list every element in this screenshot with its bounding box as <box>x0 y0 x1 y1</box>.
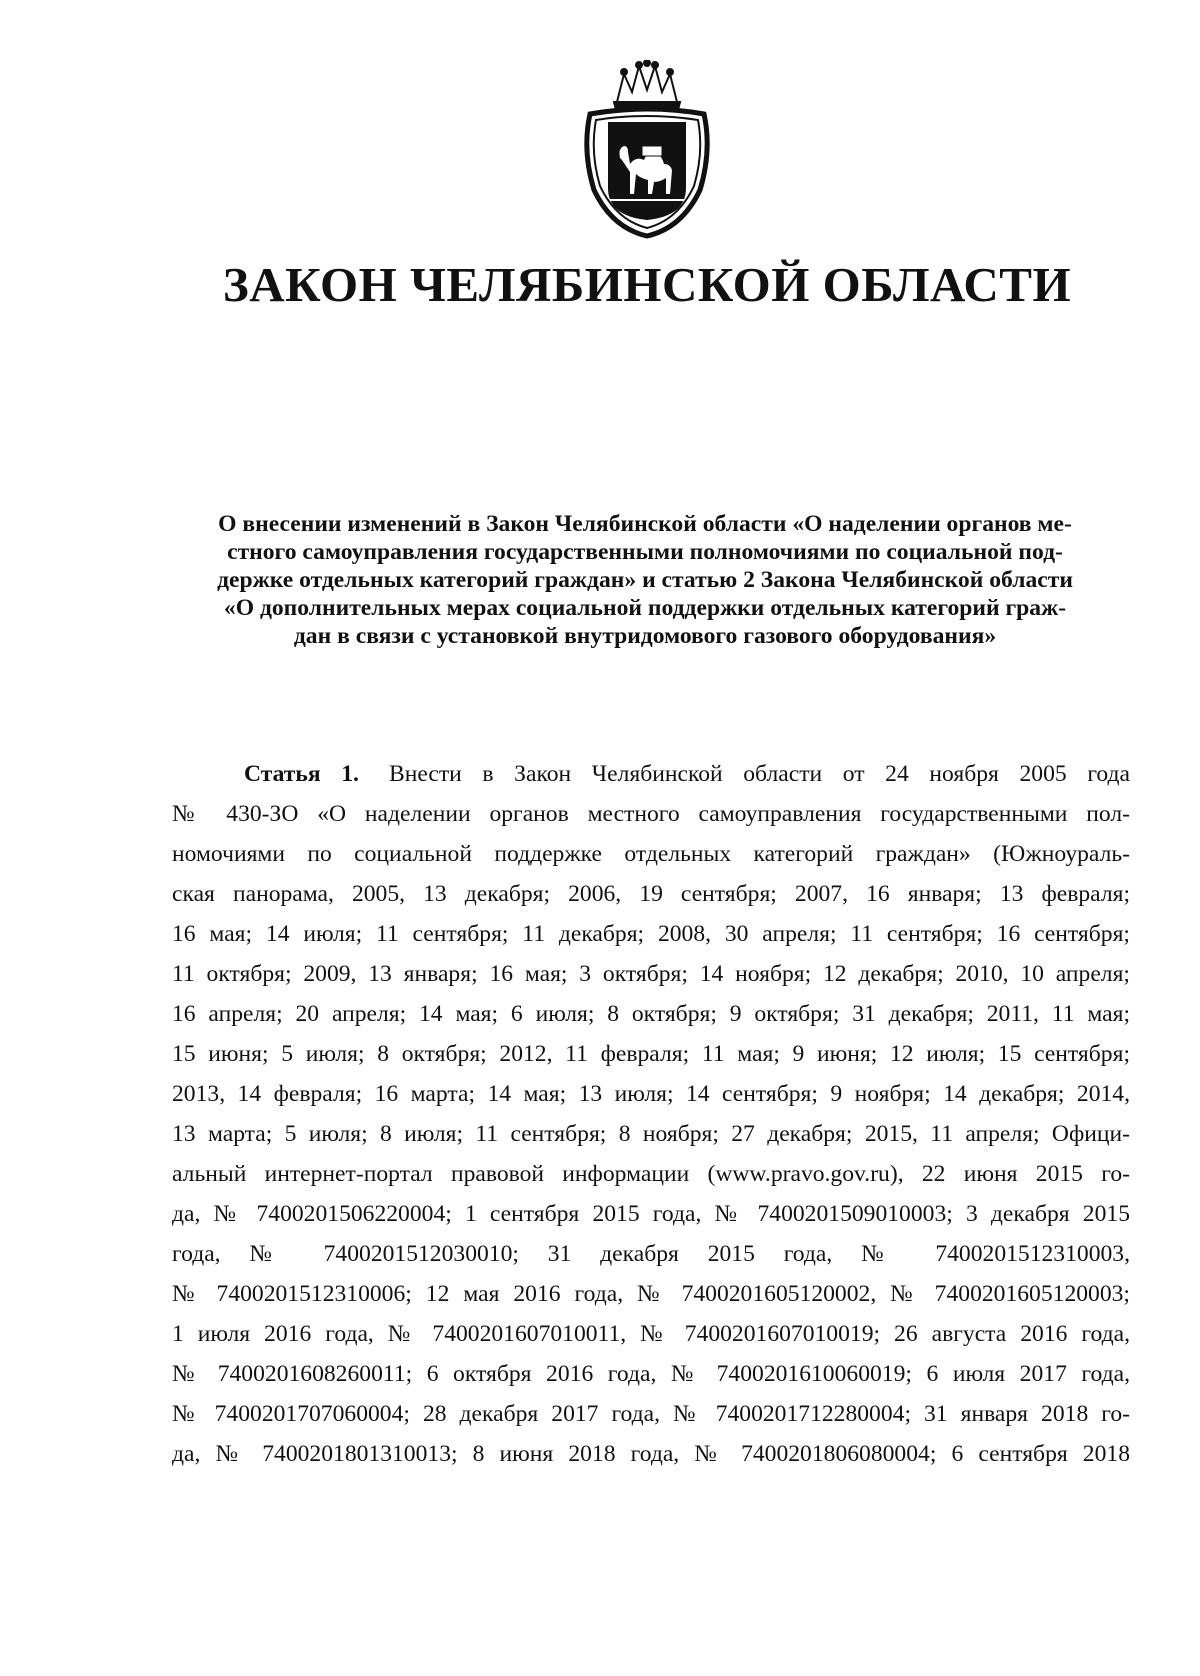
subtitle-line: стного самоуправления государственными полномочиями по социальной под- <box>227 539 1063 565</box>
article-line: альный интернет-портал правовой информации (www.pravo.gov.ru), 22 июня 2015 го- <box>172 1161 1130 1187</box>
article-line: № 7400201707060004; 28 декабря 2017 года, № 7400201712280004; 31 января 2018 го- <box>172 1401 1130 1427</box>
article-line: № 7400201512310006; 12 мая 2016 года, № 7400201605120002, № 7400201605120003; <box>172 1281 1130 1307</box>
article-line: 16 мая; 14 июля; 11 сентября; 11 декабря; 2008, 30 апреля; 11 сентября; 16 сентября; <box>172 921 1130 947</box>
article-line: года, № 7400201512030010; 31 декабря 2015 года, № 7400201512310003, <box>172 1241 1130 1267</box>
article-line: 13 марта; 5 июля; 8 июля; 11 сентября; 8 ноября; 27 декабря; 2015, 11 апреля; Офици- <box>172 1121 1130 1147</box>
article-first-line <box>172 754 1130 794</box>
law-title: ЗАКОН ЧЕЛЯБИНСКОЙ ОБЛАСТИ <box>222 257 1072 312</box>
crown-icon <box>614 60 680 110</box>
subtitle-line: держке отдельных категорий граждан» и статью 2 Закона Челябинской области <box>217 567 1073 593</box>
article-first-line-text: Внести в Закон Челябинской области от 24 ноября 2005 года <box>388 761 1130 787</box>
article-line: 11 октября; 2009, 13 января; 16 мая; 3 октября; 14 ноября; 12 декабря; 2010, 10 апреля; <box>172 961 1130 987</box>
article-line: 15 июня; 5 июля; 8 октября; 2012, 11 февраля; 11 мая; 9 июня; 12 июля; 15 сентября; <box>172 1041 1130 1067</box>
article-line: 1 июля 2016 года, № 7400201607010011, № 7400201607010019; 26 августа 2016 года, <box>172 1321 1130 1347</box>
subtitle-line: «О дополнительных мерах социальной поддержки отдельных категорий граж- <box>223 595 1067 621</box>
article-label: Статья 1. <box>244 761 359 787</box>
article-body <box>172 754 1130 1474</box>
law-subtitle <box>174 510 1116 650</box>
article-line: 2013, 14 февраля; 16 марта; 14 мая; 13 июля; 14 сентября; 9 ноября; 14 декабря; 2014, <box>172 1081 1130 1107</box>
article-line: да, № 7400201801310013; 8 июня 2018 года, № 7400201806080004; 6 сентября 2018 <box>172 1441 1130 1467</box>
subtitle-line: дан в связи с установкой внутридомового газового оборудования» <box>293 623 997 649</box>
coat-of-arms-icon <box>572 60 722 240</box>
article-line: да, № 7400201506220004; 1 сентября 2015 года, № 7400201509010003; 3 декабря 2015 <box>172 1201 1130 1227</box>
article-line: № 7400201608260011; 6 октября 2016 года, № 7400201610060019; 6 июля 2017 года, <box>172 1361 1130 1387</box>
article-line: 16 апреля; 20 апреля; 14 мая; 6 июля; 8 октября; 9 октября; 31 декабря; 2011, 11 мая; <box>172 1001 1130 1027</box>
article-line: номочиями по социальной поддержке отдельных категорий граждан» (Южноураль- <box>172 841 1130 867</box>
article-line: ская панорама, 2005, 13 декабря; 2006, 19 сентября; 2007, 16 января; 13 февраля; <box>172 881 1130 907</box>
article-line: № 430-ЗО «О наделении органов местного самоуправления государственными пол- <box>172 801 1130 827</box>
subtitle-line: О внесении изменений в Закон Челябинской области «О наделении органов ме- <box>218 511 1072 537</box>
